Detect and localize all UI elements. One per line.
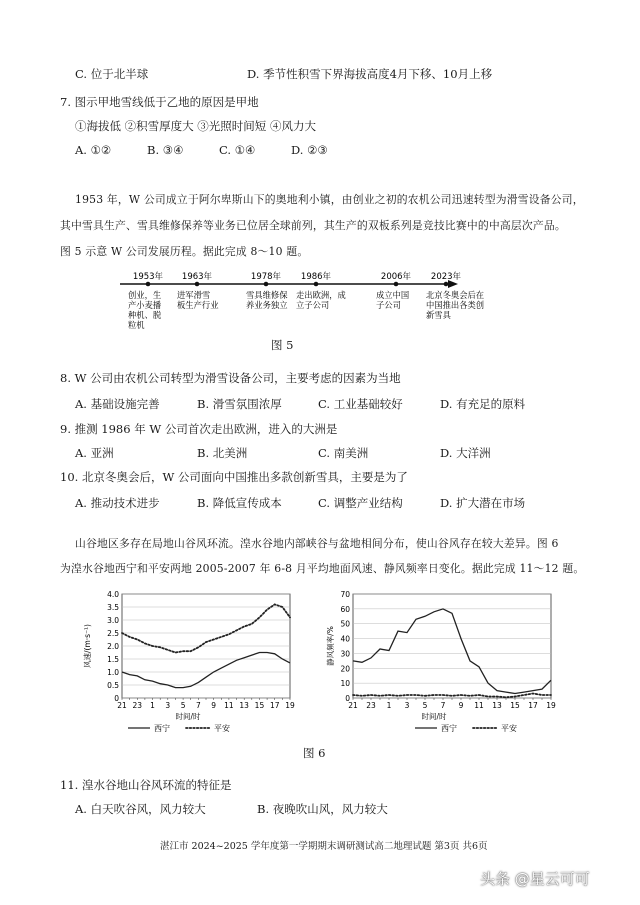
q11-option-b: B. 夜晚吹山风，风力较大: [257, 802, 388, 816]
x-tick-label: 23: [132, 701, 143, 710]
x-tick-label: 11: [224, 701, 234, 710]
y-tick-label: 10: [340, 679, 350, 689]
page-footer: 湛江市 2024~2025 学年度第一学期期末调研测试高二地理试题 第3页 共6页: [160, 841, 488, 852]
x-tick-label: 15: [254, 701, 265, 710]
x-axis-title: 时间/时: [175, 712, 201, 721]
x-tick-label: 21: [348, 701, 358, 710]
q8-stem: 8. W 公司由农机公司转型为滑雪设备公司，主要考虑的因素为当地: [60, 371, 401, 385]
passage1-line2: 其中雪具生产、雪具维修保养等业务已位居全球前列，其生产的双板系列是竞技比赛中的中高层次产品。: [60, 219, 566, 232]
x-tick-label: 13: [239, 701, 249, 710]
q9-option-b: B. 北美洲: [197, 446, 248, 460]
timeline-dot: [444, 282, 449, 287]
q11-option-a: A. 白天吹谷风，风力较大: [75, 802, 206, 816]
timeline-year: 1978年: [250, 272, 282, 282]
legend-label-pingan: 平安: [214, 724, 230, 733]
x-tick-label: 23: [366, 701, 376, 710]
q8-option-b: B. 滑雪氛围浓厚: [197, 397, 282, 411]
x-tick-label: 5: [180, 701, 186, 710]
timeline-dot: [195, 282, 200, 287]
x-axis-title: 时间/时: [421, 712, 447, 721]
x-tick-label: 9: [211, 701, 217, 710]
timeline-desc: 产小麦播: [128, 300, 162, 310]
timeline-desc: 粒机: [128, 320, 145, 330]
plot-frame: [353, 594, 551, 698]
q6-option-c: C. 位于北半球: [75, 67, 149, 81]
series-line-xining: [353, 609, 551, 694]
y-tick-label: 2.0: [107, 642, 119, 651]
timeline-desc: 中国推出各类创: [426, 300, 485, 310]
x-tick-label: 13: [492, 701, 502, 710]
y-tick-label: 1.5: [107, 655, 119, 664]
y-tick-label: 3.0: [107, 616, 119, 625]
q9-option-c: C. 南美洲: [318, 446, 369, 460]
x-tick-label: 15: [510, 701, 520, 710]
y-tick-label: 20: [340, 664, 350, 674]
y-axis-title: 风速/(m·s⁻¹): [83, 624, 92, 668]
timeline-year: 2023年: [430, 272, 462, 282]
x-tick-label: 19: [546, 701, 556, 710]
y-tick-label: 60: [340, 604, 350, 614]
q6-option-d: D. 季节性积雪下界海拔高度4月下移、10月上移: [247, 67, 493, 81]
figure5-caption: 图 5: [271, 338, 294, 352]
x-tick-label: 5: [422, 701, 428, 710]
timeline-dot: [394, 282, 399, 287]
timeline-desc: 创业，生: [128, 290, 162, 300]
q9-option-a: A. 亚洲: [75, 446, 114, 460]
timeline-desc: 进军滑雪: [177, 290, 211, 300]
y-tick-label: 40: [340, 634, 350, 644]
passage2-line1: 山谷地区多存在局地山谷风环流。湟水谷地内部峡谷与盆地相间分布，使山谷风存在较大差异。图 6: [75, 537, 559, 550]
x-tick-label: 9: [458, 701, 464, 710]
q10-option-b: B. 降低宣传成本: [197, 496, 282, 510]
q7-option-d: D. ②③: [291, 143, 328, 157]
timeline-desc: 种机、脱: [128, 310, 162, 320]
x-tick-label: 7: [440, 701, 446, 710]
passage1-line3: 图 5 示意 W 公司发展历程。据此完成 8～10 题。: [60, 245, 309, 258]
q8-option-c: C. 工业基础较好: [318, 397, 403, 411]
timeline-desc: 走出欧洲，成: [296, 290, 346, 300]
timeline-year: 1986年: [300, 272, 332, 282]
x-tick-label: 19: [285, 701, 295, 710]
y-tick-label: 70: [340, 590, 350, 599]
q8-option-a: A. 基础设施完善: [75, 397, 160, 411]
q10-option-d: D. 扩大潜在市场: [440, 496, 526, 510]
timeline-desc: 子公司: [376, 300, 401, 310]
x-tick-label: 3: [165, 701, 171, 710]
x-tick-label: 21: [117, 701, 127, 710]
q9-stem: 9. 推测 1986 年 W 公司首次走出欧洲，进入的大洲是: [60, 422, 338, 436]
q9-option-d: D. 大洋洲: [440, 446, 491, 460]
q10-option-c: C. 调整产业结构: [318, 496, 403, 510]
figure6-caption: 图 6: [303, 746, 326, 760]
q8-option-d: D. 有充足的原料: [440, 397, 526, 411]
timeline-desc: 板生产行业: [177, 300, 219, 310]
q10-stem: 10. 北京冬奥会后，W 公司面向中国推出多款创新雪具，主要是为了: [60, 470, 408, 484]
series-line-xining: [122, 653, 290, 688]
timeline-desc: 立子公司: [296, 300, 330, 310]
timeline-desc: 新雪具: [426, 310, 451, 320]
passage1-line1: 1953 年，W 公司成立于阿尔卑斯山下的奥地利小镇，由创业之初的农机公司迅速转型为滑雪设备公司，: [75, 193, 584, 206]
q7-factors: ①海拔低 ②积雪厚度大 ③光照时间短 ④风力大: [75, 119, 316, 133]
timeline-dot: [264, 282, 269, 287]
y-tick-label: 50: [340, 619, 350, 629]
q7-stem: 7. 图示甲地雪线低于乙地的原因是甲地: [60, 95, 259, 109]
y-tick-label: 0: [114, 694, 119, 703]
legend-label-xining: 西宁: [441, 724, 457, 733]
timeline-dot: [146, 282, 151, 287]
y-tick-label: 4.0: [107, 590, 119, 599]
series-line-pingan: [353, 694, 551, 698]
timeline-desc: 成立中国: [376, 290, 410, 300]
legend-label-xining: 西宁: [154, 724, 170, 733]
y-tick-label: 1.0: [107, 668, 119, 677]
x-tick-label: 1: [386, 701, 392, 710]
y-tick-label: 3.5: [107, 603, 119, 612]
passage2-line2: 为湟水谷地西宁和平安两地 2005-2007 年 6-8 月平均地面风速、静风频率日变化。据此完成 11～12 题。: [60, 562, 585, 575]
x-tick-label: 1: [150, 701, 155, 710]
q7-option-a: A. ①②: [75, 143, 112, 157]
timeline-desc: 北京冬奥会后在: [426, 290, 485, 300]
y-tick-label: 0: [345, 694, 350, 703]
q7-option-c: C. ①④: [219, 143, 256, 157]
series-line-pingan: [122, 604, 290, 652]
q7-option-b: B. ③④: [147, 143, 184, 157]
calm-frequency-chart: [325, 586, 560, 746]
timeline-figure: [110, 268, 485, 338]
q11-stem: 11. 湟水谷地山谷风环流的特征是: [60, 778, 232, 792]
y-tick-label: 30: [340, 649, 350, 659]
x-tick-label: 11: [474, 701, 484, 710]
x-tick-label: 7: [195, 701, 201, 710]
legend-label-pingan: 平安: [501, 724, 517, 733]
x-tick-label: 17: [269, 701, 280, 710]
timeline-desc: 雪具维修保: [246, 290, 288, 300]
watermark: 头条 @星云可可: [480, 870, 590, 888]
x-tick-label: 17: [528, 701, 538, 710]
y-tick-label: 2.5: [107, 629, 119, 638]
x-tick-label: 3: [404, 701, 410, 710]
timeline-dot: [314, 282, 319, 287]
y-tick-label: 0.5: [107, 681, 119, 690]
wind-speed-chart: [80, 586, 300, 746]
y-axis-title: 静风频率/%: [326, 626, 335, 666]
timeline-year: 1963年: [181, 272, 213, 282]
timeline-year: 2006年: [380, 272, 412, 282]
timeline-year: 1953年: [132, 272, 164, 282]
q10-option-a: A. 推动技术进步: [75, 496, 160, 510]
timeline-desc: 养业务独立: [246, 300, 288, 310]
